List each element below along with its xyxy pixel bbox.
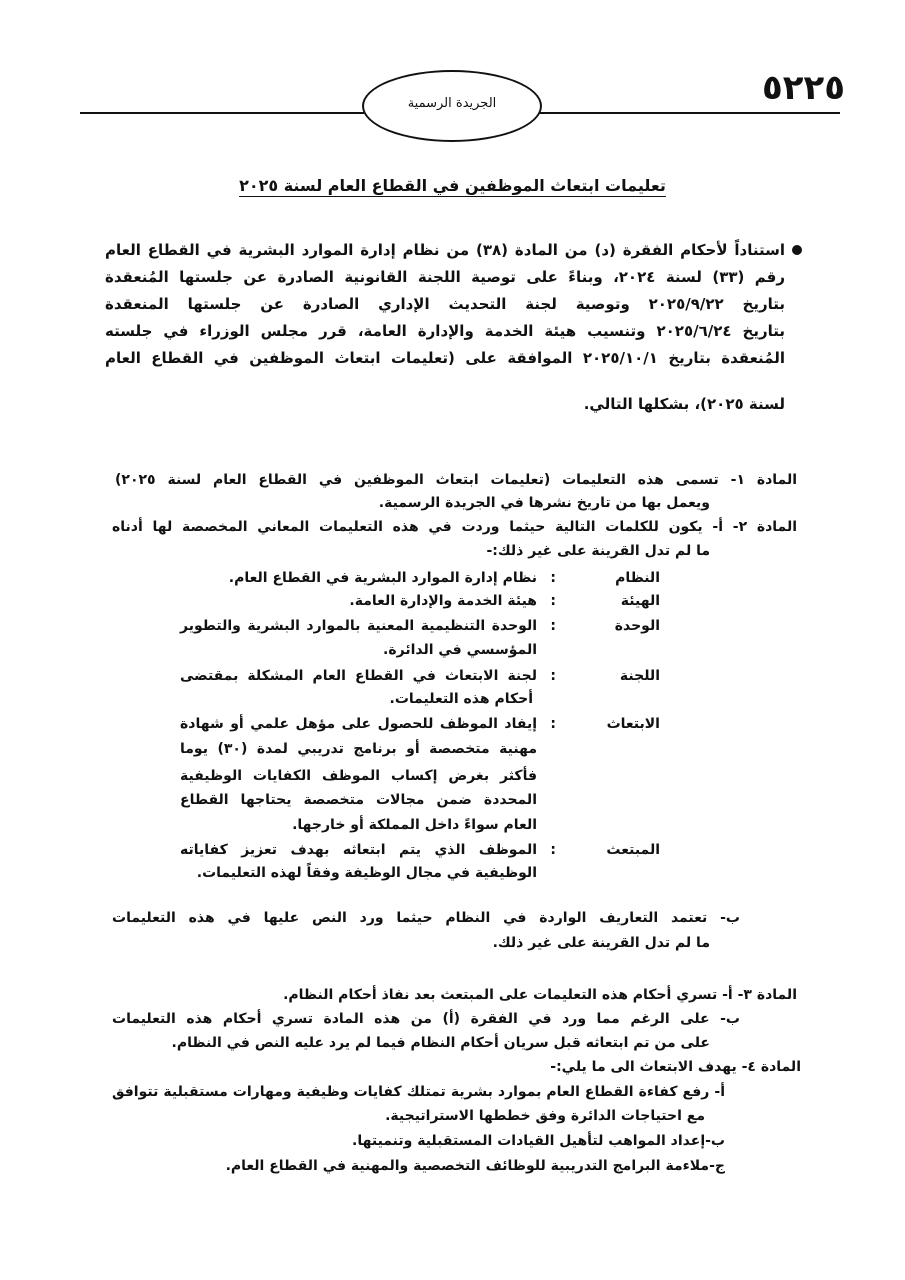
article-line: ب- على الرغم مما ورد في الفقرة (أ) من هذه المادة تسري أحكام هذه التعليمات (112, 1011, 740, 1027)
article-line: ما لم تدل القرينة على غير ذلك:- (486, 543, 710, 559)
gazette-name: الجريدة الرسمية (407, 96, 497, 111)
preamble-line: المُنعقدة بتاريخ ٢٠٢٥/١٠/١ الموافقة على (تعليمات ابتعاث الموظفين في القطاع العام (105, 349, 785, 367)
header-rule-left (80, 112, 364, 114)
preamble-line: رقم (٣٣) لسنة ٢٠٢٤، وبناءً على توصية اللجنة القانونية الصادرة عن جلستها المُنعقدة (105, 268, 785, 286)
article-line: المادة ١- تسمى هذه التعليمات (تعليمات ابتعاث الموظفين في القطاع العام لسنة ٢٠٢٥) (115, 472, 797, 488)
definition-term: الوحدة (614, 618, 660, 634)
article-line: المادة ٤- يهدف الابتعاث الى ما يلي:- (550, 1059, 801, 1075)
definition-text: لجنة الابتعاث في القطاع العام المشكلة بمقتضى (180, 668, 537, 684)
preamble-line: بتاريخ ٢٠٢٥/٦/٢٤ وتنسيب هيئة الخدمة والإدارة العامة، قرر مجلس الوزراء في جلسته (105, 322, 785, 340)
preamble-line: استناداً لأحكام الفقرة (د) من المادة (٣٨) من نظام إدارة الموارد البشرية في القطاع العام (105, 241, 785, 259)
definition-text: الوحدة التنظيمية المعنية بالموارد البشرية والتطوير (180, 618, 537, 634)
definition-text: مهنية متخصصة أو برنامج تدريبي لمدة (٣٠) يوما (180, 741, 537, 757)
definition-colon: : (550, 716, 556, 732)
article-line: ما لم تدل القرينة على غير ذلك. (492, 935, 710, 951)
definition-text: المؤسسي في الدائرة. (383, 642, 537, 658)
document-title-text: تعليمات ابتعاث الموظفين في القطاع العام لسنة ٢٠٢٥ (239, 176, 666, 195)
document-title (0, 176, 905, 195)
definition-term: النظام (615, 570, 660, 586)
definition-colon: : (550, 668, 556, 684)
gazette-emblem (362, 70, 542, 142)
definition-term: المبتعث (606, 842, 660, 858)
definition-text: فأكثر بغرض إكساب الموظف الكفايات الوظيفية (180, 768, 537, 784)
article-line: ب- تعتمد التعاريف الواردة في النظام حيثما ورد النص عليها في هذه التعليمات (112, 910, 740, 926)
article-line: المادة ٣- أ- تسري أحكام هذه التعليمات على المبتعث بعد نفاذ أحكام النظام. (283, 987, 797, 1003)
definition-colon: : (550, 842, 556, 858)
definition-term: الابتعاث (606, 716, 660, 732)
definition-text: العام سواءً داخل المملكة أو خارجها. (292, 817, 537, 833)
bullet-icon (792, 245, 802, 255)
article-line: أ- رفع كفاءة القطاع العام بموارد بشرية تمتلك كفايات وظيفية ومهارات مستقبلية تتوافق (112, 1084, 725, 1100)
definition-term: الهيئة (620, 593, 660, 609)
definition-text: الوظيفية في مجال الوظيفة وفقاً لهذه التعليمات. (196, 865, 537, 881)
article-line: ب-إعداد المواهب لتأهيل القيادات المستقبلية وتنميتها. (352, 1133, 725, 1149)
preamble-line: بتاريخ ٢٠٢٥/٩/٢٢ وتوصية لجنة التحديث الإداري الصادرة عن جلستها المنعقدة (105, 295, 785, 313)
definition-colon: : (550, 618, 556, 634)
article-line: ج-ملاءمة البرامج التدريبية للوظائف التخصصية والمهنية في القطاع العام. (225, 1158, 725, 1174)
definition-colon: : (550, 593, 556, 609)
article-line: مع احتياجات الدائرة وفق خططها الاستراتيجية. (385, 1108, 705, 1124)
definition-text: نظام إدارة الموارد البشرية في القطاع العام. (228, 570, 537, 586)
page-number: ٥٢٢٥ (762, 68, 846, 108)
definition-text: إيفاد الموظف للحصول على مؤهل علمي أو شهادة (180, 716, 537, 732)
definition-text: المحددة ضمن مجالات متخصصة يحتاجها القطاع (180, 792, 537, 808)
definition-text: هيئة الخدمة والإدارة العامة. (349, 593, 537, 609)
definition-text: الموظف الذي يتم ابتعاثه بهدف تعزيز كفاياته (180, 842, 537, 858)
definition-colon: : (550, 570, 556, 586)
preamble-line: لسنة ٢٠٢٥)، بشكلها التالي. (583, 395, 785, 413)
header-rule-right (538, 112, 840, 114)
article-line: على من تم ابتعاثه قبل سريان أحكام النظام فيما لم يرد عليه النص في النظام. (171, 1035, 710, 1051)
definition-text: أحكام هذه التعليمات. (389, 691, 533, 707)
definition-term: اللجنة (619, 668, 660, 684)
article-line: ويعمل بها من تاريخ نشرها في الجريدة الرسمية. (378, 495, 710, 511)
article-line: المادة ٢- أ- يكون للكلمات التالية حيثما وردت في هذه التعليمات المعاني المخصصة لها أدناه (112, 519, 798, 535)
